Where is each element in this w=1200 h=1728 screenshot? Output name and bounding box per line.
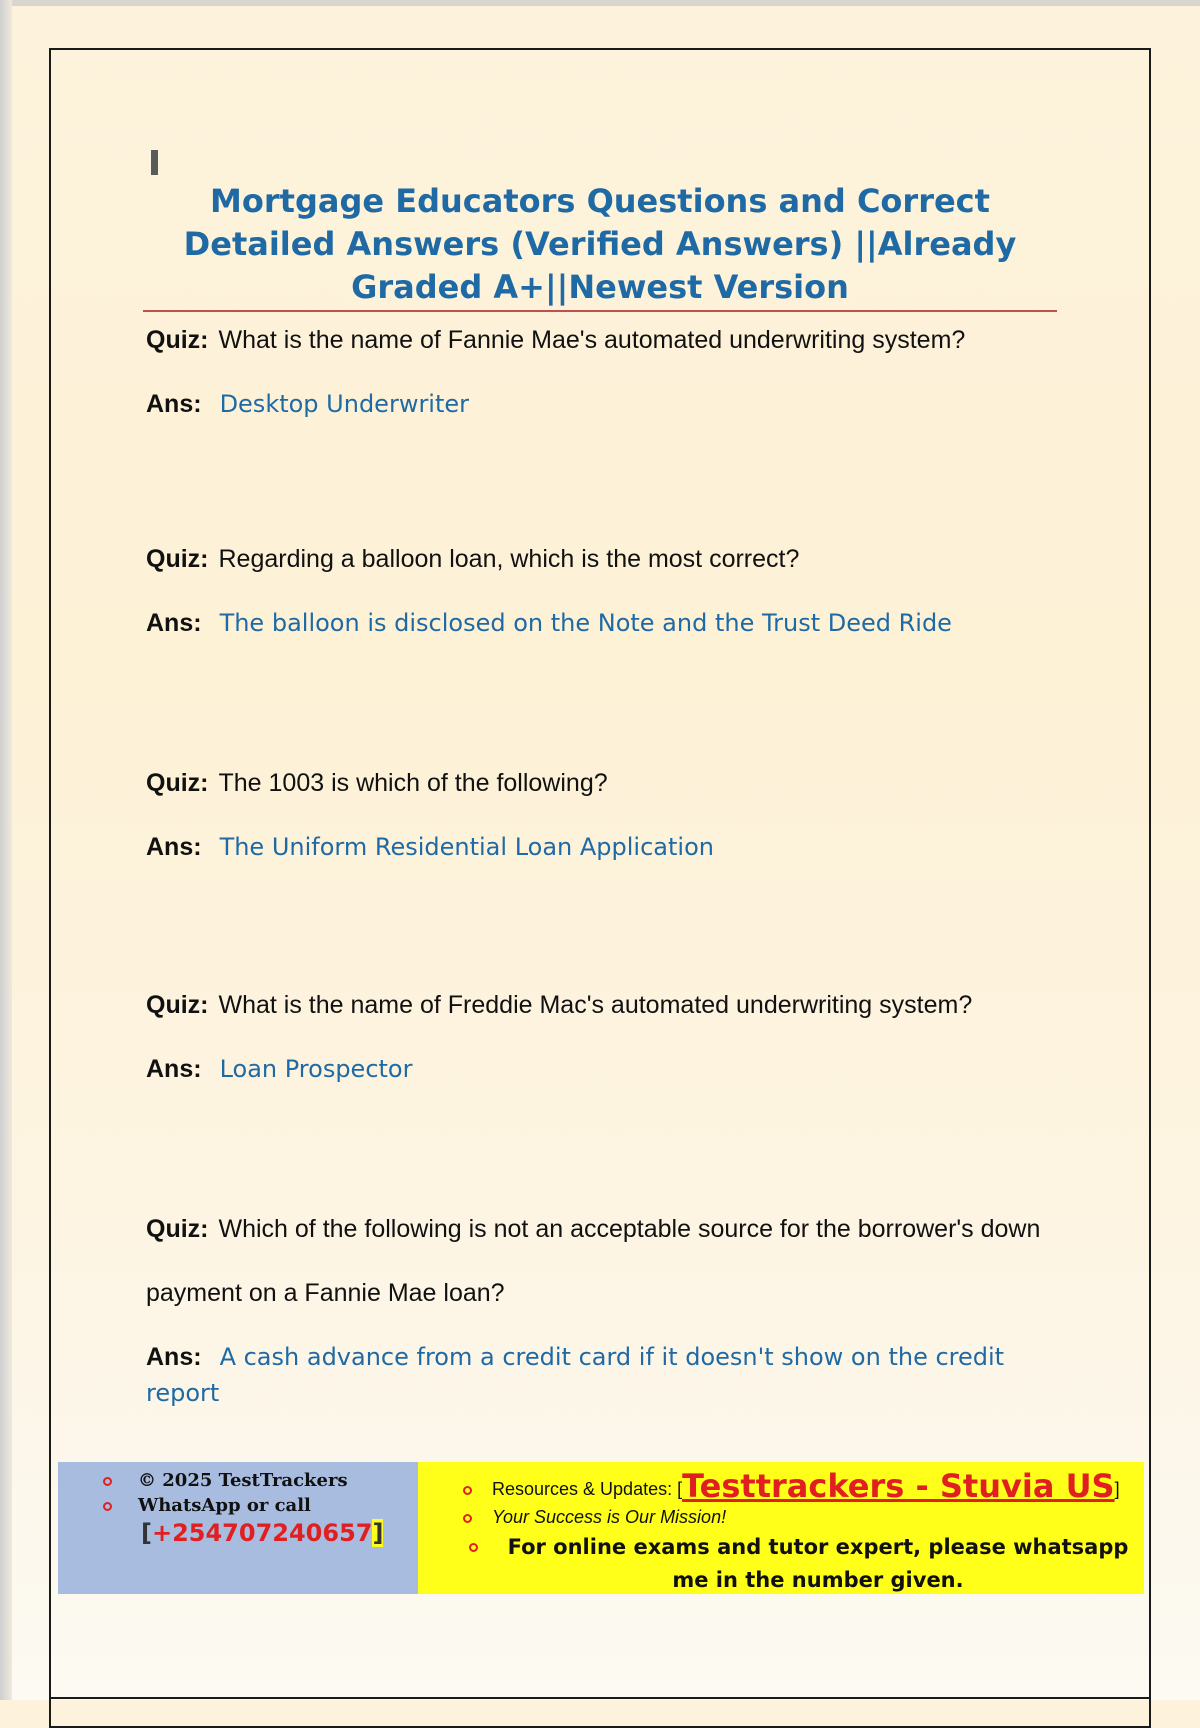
quiz-label: Quiz: [146,326,209,354]
question-line [146,973,1046,1037]
resources-close-bracket: ] [1114,1479,1120,1499]
circle-bullet-icon [463,1486,472,1495]
ans-label: Ans: [146,833,202,861]
question-line [146,308,1046,372]
ans-label: Ans: [146,1055,202,1083]
question-text: Regarding a balloon loan, which is the most correct? [218,545,800,573]
mission-text: Your Success is Our Mission! [492,1507,727,1527]
answer-text: A cash advance from a credit card if it doesn't show on the credit report [146,1343,1005,1407]
answer-line [146,1339,1046,1411]
answer-text: The balloon is disclosed on the Note and the Trust Deed Ride [219,609,952,637]
question-line [146,527,1046,591]
phone-number-line [141,1518,418,1548]
mission-line [463,1503,1144,1531]
question-text: What is the name of Freddie Mac's automated underwriting system? [218,991,973,1019]
qa-item-5 [146,1197,1046,1411]
question-text: What is the name of Fannie Mae's automated underwriting system? [218,326,966,354]
ans-label: Ans: [146,390,202,418]
qa-item-3 [146,751,1046,865]
qa-item-2 [146,527,1046,641]
stuvia-link[interactable]: Testtrackers - Stuvia US [682,1467,1115,1505]
ans-label: Ans: [146,1343,202,1371]
circle-bullet-icon [103,1502,112,1511]
question-text: Which of the following is not an acceptable source for the borrower's down payment on a Fannie Mae loan? [146,1215,1041,1307]
footer-banner [58,1462,1144,1594]
question-text: The 1003 is which of the following? [218,769,608,797]
circle-bullet-icon [103,1477,112,1486]
phone-number[interactable]: +254707240657 [151,1519,373,1547]
quiz-label: Quiz: [146,991,209,1019]
page-bottom-border [49,1697,1151,1699]
phone-open-bracket: [ [141,1519,152,1547]
resources-line [463,1467,1144,1505]
circle-bullet-icon [469,1543,478,1552]
expert-line [463,1531,1144,1597]
resources-label: Resources & Updates: [ [492,1479,683,1499]
whatsapp-line [103,1493,418,1518]
phone-close-bracket: ] [372,1519,384,1547]
answer-line [146,386,1046,422]
footer-contact-panel [58,1462,418,1594]
circle-bullet-icon [463,1514,472,1523]
question-line [146,1197,1046,1325]
quiz-label: Quiz: [146,769,209,797]
answer-line [146,605,1046,641]
answer-text: Loan Prospector [219,1055,413,1083]
copyright-line [103,1468,418,1493]
document-title: Mortgage Educators Questions and Correct Detailed Answers (Verified Answers) ||Already Graded A+||Newest Version [183,182,1017,306]
quiz-label: Quiz: [146,545,209,573]
answer-line [146,1051,1046,1087]
copyright-text: © 2025 TestTrackers [138,1470,348,1491]
quiz-label: Quiz: [146,1215,209,1243]
ans-label: Ans: [146,609,202,637]
expert-text: For online exams and tutor expert, please whatsapp me in the number given. [507,1535,1129,1592]
window-left-shade [0,0,12,1700]
answer-text: The Uniform Residential Loan Application [219,833,714,861]
text-cursor [151,150,158,175]
qa-item-1 [146,308,1046,422]
answer-line [146,829,1046,865]
answer-text: Desktop Underwriter [219,390,470,418]
window-top-shade [0,0,1200,6]
whatsapp-label: WhatsApp or call [138,1495,311,1516]
footer-resources-panel [418,1462,1144,1594]
qa-item-4 [146,973,1046,1087]
question-line [146,751,1046,815]
